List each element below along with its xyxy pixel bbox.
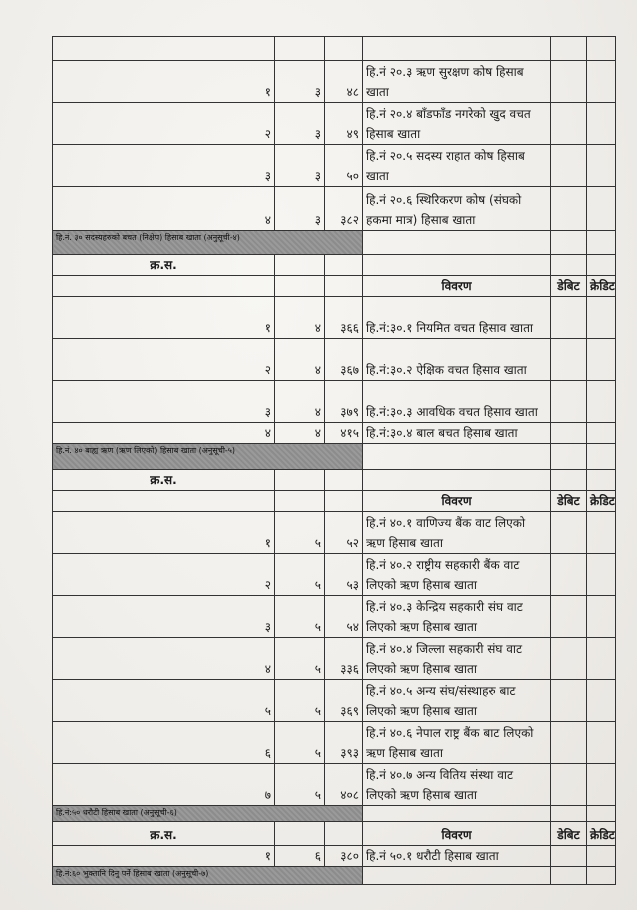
debit-cell	[551, 103, 587, 145]
description-header: विवरण	[363, 491, 551, 512]
credit-cell	[587, 638, 616, 680]
column-header-row	[53, 255, 616, 276]
serial-number: १	[53, 297, 275, 339]
credit-cell	[587, 103, 616, 145]
table-row	[53, 846, 616, 867]
credit-header: क्रेडिट	[587, 276, 616, 297]
credit-cell	[587, 339, 616, 381]
debit-header: डेबिट	[551, 491, 587, 512]
serial-number: ३	[53, 145, 275, 187]
table-row	[53, 680, 616, 722]
ledger-ref: ४८	[325, 61, 363, 103]
credit-cell	[587, 512, 616, 554]
serial-number: ७	[53, 764, 275, 806]
table-row	[53, 554, 616, 596]
serial-number: ४	[53, 187, 275, 231]
serial-header: क्र.स.	[53, 470, 275, 491]
column-header-row	[53, 822, 616, 846]
ledger-ref: ३६९	[325, 680, 363, 722]
credit-cell	[587, 423, 616, 444]
group-code: ५	[275, 638, 325, 680]
credit-cell	[587, 596, 616, 638]
credit-cell	[587, 297, 616, 339]
ledger-ref: ४९	[325, 103, 363, 145]
credit-cell	[587, 381, 616, 423]
account-description: हि.नं:३०.१ नियमित वचत हिसाव खाता	[363, 297, 551, 339]
ledger-ref: ५४	[325, 596, 363, 638]
credit-cell	[587, 764, 616, 806]
ledger-ref: ५२	[325, 512, 363, 554]
table-row	[53, 339, 616, 381]
column-header-row	[53, 276, 616, 297]
account-description: हि.नं ४०.१ वाणिज्य बैंक वाट लिएको ऋण हिसाब खाता	[363, 512, 551, 554]
table-row	[53, 145, 616, 187]
debit-header: डेबिट	[551, 822, 587, 846]
account-description: हि.नं:३०.४ बाल बचत हिसाब खाता	[363, 423, 551, 444]
section-title-row	[53, 231, 616, 255]
section-title-row	[53, 444, 616, 470]
account-description: हि.नं २०.४ बाँडफाँड नगरेको खुद वचत हिसाब खाता	[363, 103, 551, 145]
debit-cell	[551, 297, 587, 339]
debit-header: डेबिट	[551, 276, 587, 297]
debit-cell	[551, 596, 587, 638]
ledger-ref: ४१५	[325, 423, 363, 444]
debit-cell	[551, 846, 587, 867]
account-description: हि.नं:३०.३ आवधिक वचत हिसाव खाता	[363, 381, 551, 423]
description-header: विवरण	[363, 276, 551, 297]
group-code: ४	[275, 423, 325, 444]
credit-cell	[587, 61, 616, 103]
group-code: ४	[275, 297, 325, 339]
account-description: हि.नं २०.५ सदस्य राहात कोष हिसाब खाता	[363, 145, 551, 187]
debit-cell	[551, 61, 587, 103]
group-code: ५	[275, 680, 325, 722]
debit-cell	[551, 722, 587, 764]
group-code: ६	[275, 846, 325, 867]
credit-cell	[587, 680, 616, 722]
group-code: ५	[275, 596, 325, 638]
table-row	[53, 381, 616, 423]
section-title: हि.नं:६० भुक्तानि दिनु पर्ने हिसाब खाता (अनुसूची-७)	[53, 867, 363, 885]
serial-number: ४	[53, 423, 275, 444]
ledger-ref: ३७९	[325, 381, 363, 423]
table-row	[53, 297, 616, 339]
table-row	[53, 512, 616, 554]
serial-number: १	[53, 61, 275, 103]
debit-cell	[551, 638, 587, 680]
description-header: विवरण	[363, 822, 551, 846]
group-code: ३	[275, 103, 325, 145]
account-description: हि.नं:३०.२ ऐक्षिक वचत हिसाव खाता	[363, 339, 551, 381]
ledger-ref: ५३	[325, 554, 363, 596]
serial-number: ३	[53, 596, 275, 638]
table-row	[53, 187, 616, 231]
credit-header: क्रेडिट	[587, 822, 616, 846]
group-code: ३	[275, 61, 325, 103]
credit-cell	[587, 722, 616, 764]
ledger-table	[52, 36, 616, 885]
account-description: हि.नं २०.६ स्थिरिकरण कोष (संघको हकमा मात्र) हिसाब खाता	[363, 187, 551, 231]
section-title-row	[53, 867, 616, 885]
debit-cell	[551, 339, 587, 381]
table-row	[53, 638, 616, 680]
debit-cell	[551, 680, 587, 722]
credit-cell	[587, 554, 616, 596]
group-code: ३	[275, 145, 325, 187]
serial-number: ३	[53, 381, 275, 423]
serial-number: २	[53, 554, 275, 596]
account-description: हि.नं ४०.३ केन्द्रिय सहकारी संघ वाट लिएको ऋण हिसाब खाता	[363, 596, 551, 638]
table-row	[53, 103, 616, 145]
serial-header: क्र.स.	[53, 822, 275, 846]
credit-header: क्रेडिट	[587, 491, 616, 512]
ledger-ref: ३९३	[325, 722, 363, 764]
debit-cell	[551, 187, 587, 231]
group-code: ४	[275, 339, 325, 381]
column-header-row	[53, 491, 616, 512]
debit-cell	[551, 145, 587, 187]
table-top-row	[53, 37, 616, 61]
account-description: हि.नं ४०.७ अन्य वितिय संस्था वाट लिएको ऋण हिसाब खाता	[363, 764, 551, 806]
group-code: ३	[275, 187, 325, 231]
ledger-ref: ३६६	[325, 297, 363, 339]
group-code: ५	[275, 554, 325, 596]
credit-cell	[587, 187, 616, 231]
group-code: ५	[275, 722, 325, 764]
table-row	[53, 423, 616, 444]
group-code: ४	[275, 381, 325, 423]
account-description: हि.नं ४०.२ राष्ट्रीय सहकारी बैंक वाट लिएको ऋण हिसाब खाता	[363, 554, 551, 596]
serial-header: क्र.स.	[53, 255, 275, 276]
serial-number: २	[53, 103, 275, 145]
table-row	[53, 61, 616, 103]
table-row	[53, 596, 616, 638]
debit-cell	[551, 512, 587, 554]
debit-cell	[551, 764, 587, 806]
section-title-row	[53, 806, 616, 822]
table-row	[53, 764, 616, 806]
ledger-ref: ३३६	[325, 638, 363, 680]
account-description: हि.नं ५०.१ धरौटी हिसाब खाता	[363, 846, 551, 867]
ledger-ref: ३८०	[325, 846, 363, 867]
section-title: हि.नं. ४० बाह्य ऋण (ऋण लिएको) हिसाब खाता (अनुसूची-५)	[53, 444, 363, 470]
serial-number: १	[53, 846, 275, 867]
section-title: हि.नं:५० धरौटी हिसाब खाता (अनुसूची-६)	[53, 806, 363, 822]
debit-cell	[551, 554, 587, 596]
serial-number: ५	[53, 680, 275, 722]
serial-number: ६	[53, 722, 275, 764]
serial-number: १	[53, 512, 275, 554]
credit-cell	[587, 846, 616, 867]
account-description: हि.नं ४०.६ नेपाल राष्ट्र बैंक बाट लिएको ऋण हिसाब खाता	[363, 722, 551, 764]
serial-number: २	[53, 339, 275, 381]
account-description: हि.नं ४०.५ अन्य संघ/संस्थाहरु बाट लिएको ऋण हिसाब खाता	[363, 680, 551, 722]
credit-cell	[587, 145, 616, 187]
account-description: हि.नं ४०.४ जिल्ला सहकारी संघ वाट लिएको ऋण हिसाब खाता	[363, 638, 551, 680]
group-code: ५	[275, 764, 325, 806]
ledger-ref: ४०८	[325, 764, 363, 806]
ledger-ref: ५०	[325, 145, 363, 187]
debit-cell	[551, 423, 587, 444]
ledger-ref: ३६७	[325, 339, 363, 381]
table-row	[53, 722, 616, 764]
group-code: ५	[275, 512, 325, 554]
debit-cell	[551, 381, 587, 423]
section-title: हि.नं. ३० सदस्यहरुको बचत (निक्षेप) हिसाब खाता (अनुसूची-४)	[53, 231, 363, 255]
column-header-row	[53, 470, 616, 491]
account-description: हि.नं २०.३ ऋण सुरक्षण कोष हिसाब खाता	[363, 61, 551, 103]
serial-number: ४	[53, 638, 275, 680]
ledger-ref: ३८२	[325, 187, 363, 231]
